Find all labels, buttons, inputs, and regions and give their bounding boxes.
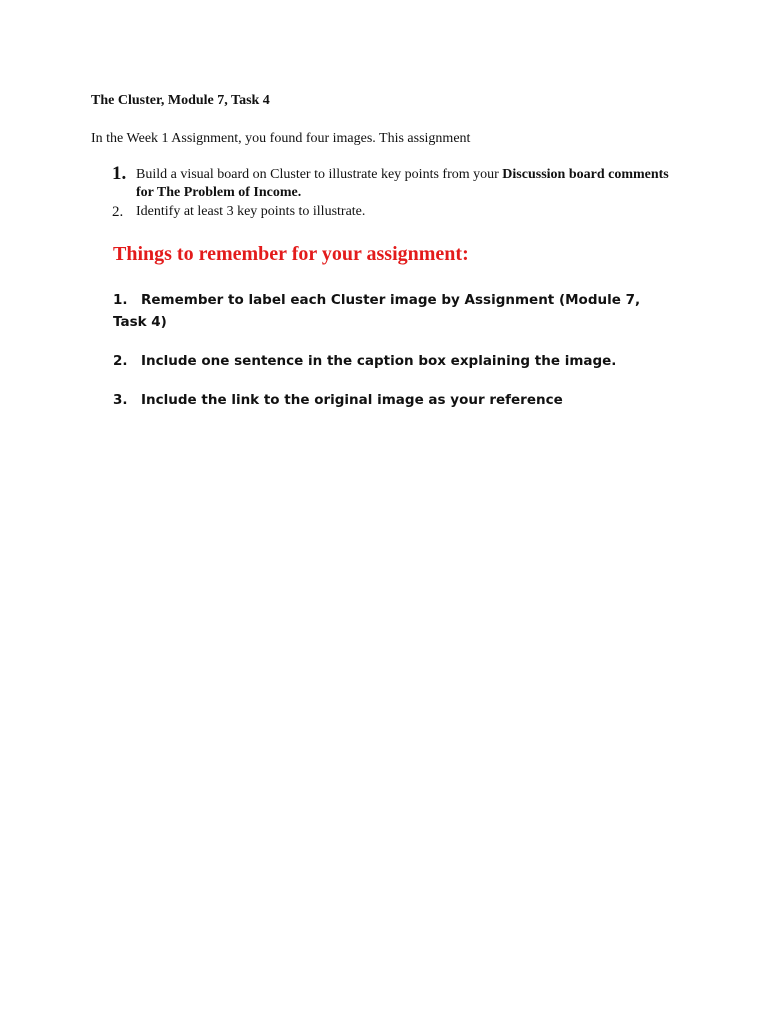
reminder-text: Remember to label each Cluster image by Assignment (Module 7, Task 4) [113, 292, 641, 330]
list-item [112, 203, 672, 221]
step-text-bold: Discussion board comments for The Problem of Income. [136, 167, 669, 200]
step-text: Build a visual board on Cluster to illustrate key points from your [136, 167, 503, 182]
list-item [112, 163, 672, 202]
assignment-steps-list [112, 163, 672, 221]
reminder-number: 3. [113, 392, 128, 408]
list-item [113, 350, 673, 372]
remember-heading: Things to remember for your assignment: [113, 243, 469, 265]
intro-paragraph: In the Week 1 Assignment, you found four images. This assignment [91, 131, 471, 146]
step-text: Identify at least 3 key points to illustrate. [136, 204, 366, 219]
step-number: 2. [112, 204, 124, 220]
reminder-text: Include the link to the original image as your reference [141, 392, 563, 408]
document-title: The Cluster, Module 7, Task 4 [91, 93, 270, 108]
list-item [113, 289, 673, 333]
reminder-number: 2. [113, 353, 128, 369]
reminders-list [113, 289, 673, 411]
reminder-text: Include one sentence in the caption box explaining the image. [141, 353, 617, 369]
step-number: 1. [112, 163, 127, 184]
list-item [113, 389, 673, 411]
reminder-number: 1. [113, 292, 128, 308]
